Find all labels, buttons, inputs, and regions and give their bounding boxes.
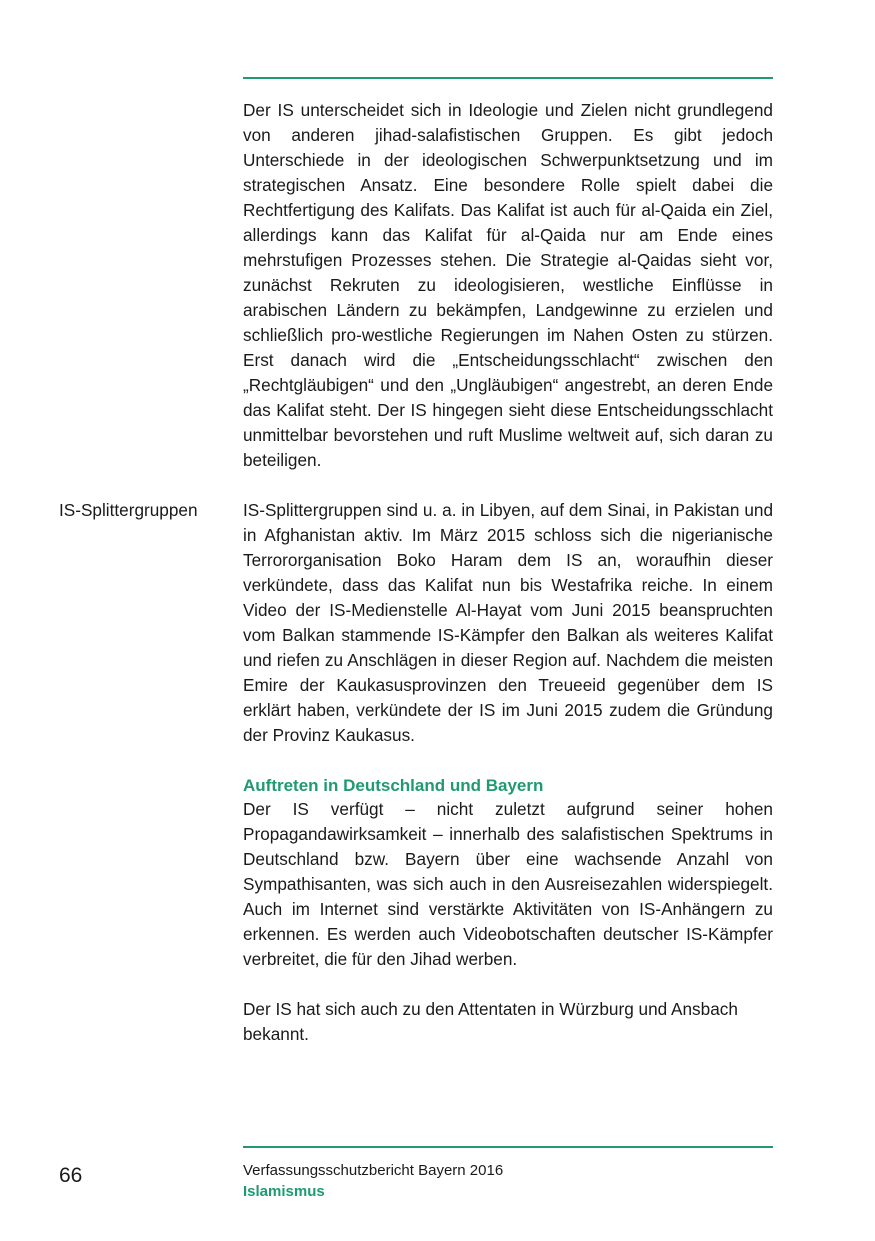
paragraph-text: Der IS verfügt – nicht zuletzt aufgrund seiner hohen Propagandawirksamkeit – innerhalb des salafistischen Spektrums in Deutschland bzw. Bayern über eine wachsende Anzahl von Sympathisanten, was sich auch in den Ausreisezahlen widerspiegelt. Auch im Internet sind verstärkte Aktivitäten von IS-Anhängern zu erkennen. Es werden auch Videobotschaften deutscher IS-Kämpfer verbreitet, die für den Jihad werben. <box>243 799 773 969</box>
paragraph-text: IS-Splittergruppen sind u. a. in Libyen, auf dem Sinai, in Pakistan und in Afghanistan aktiv. Im März 2015 schloss sich die nigerianische Terrororganisation Boko Haram dem IS an, woraufhin dieser verkündete, dass das Kalifat nun bis Westafrika reiche. In einem Video der IS-Medienstelle Al-Hayat vom Juni 2015 beanspruchten vom Balkan stammende IS-Kämpfer den Balkan als weiteres Kalifat und riefen zu Anschlägen in dieser Region auf. Nachdem die meisten Emire der Kaukasusprovinzen den Treueeid gegenüber dem IS erklärt haben, verkündete der IS im Juni 2015 zudem die Gründung der Provinz Kaukasus. <box>243 500 773 745</box>
footer-divider <box>243 1146 773 1148</box>
section-heading: Auftreten in Deutschland und Bayern <box>243 776 544 795</box>
page-number: 66 <box>59 1164 83 1187</box>
paragraph-germany-bavaria <box>243 797 773 972</box>
paragraph-attacks <box>243 997 773 1047</box>
footer-section: Islamismus <box>243 1183 325 1200</box>
paragraph-splinter-groups <box>243 498 773 748</box>
marginal-note: IS-Splittergruppen <box>59 500 198 520</box>
footer-title: Verfassungsschutzbericht Bayern 2016 <box>243 1162 504 1179</box>
paragraph-text: Der IS unterscheidet sich in Ideologie und Zielen nicht grundlegend von anderen jihad-salafistischen Gruppen. Es gibt jedoch Unterschiede in der ideologischen Schwerpunktsetzung und im strategischen Ansatz. Eine besondere Rolle spielt dabei die Rechtfertigung des Kalifats. Das Kalifat ist auch für al-Qaida ein Ziel, allerdings kann das Kalifat für al-Qaida nur am Ende eines mehrstufigen Prozesses stehen. Die Strategie al-Qaidas sieht vor, zunächst Rekruten zu ideologisieren, westliche Einflüsse in arabischen Ländern zu bekämpfen, Landgewinne zu erzielen und schließlich pro-westliche Regierungen im Nahen Osten zu stürzen. Erst danach wird die „Entscheidungsschlacht“ zwischen den „Rechtgläubigen“ und den „Ungläubigen“ angestrebt, an deren Ende das Kalifat steht. Der IS hingegen sieht diese Entscheidungsschlacht unmittelbar bevorstehen und ruft Muslime weltweit auf, sich daran zu beteiligen. <box>243 100 773 470</box>
top-divider <box>243 77 773 79</box>
paragraph-ideology <box>243 98 773 473</box>
paragraph-text: Der IS hat sich auch zu den Attentaten in Würzburg und Ansbach bekannt. <box>243 999 738 1044</box>
